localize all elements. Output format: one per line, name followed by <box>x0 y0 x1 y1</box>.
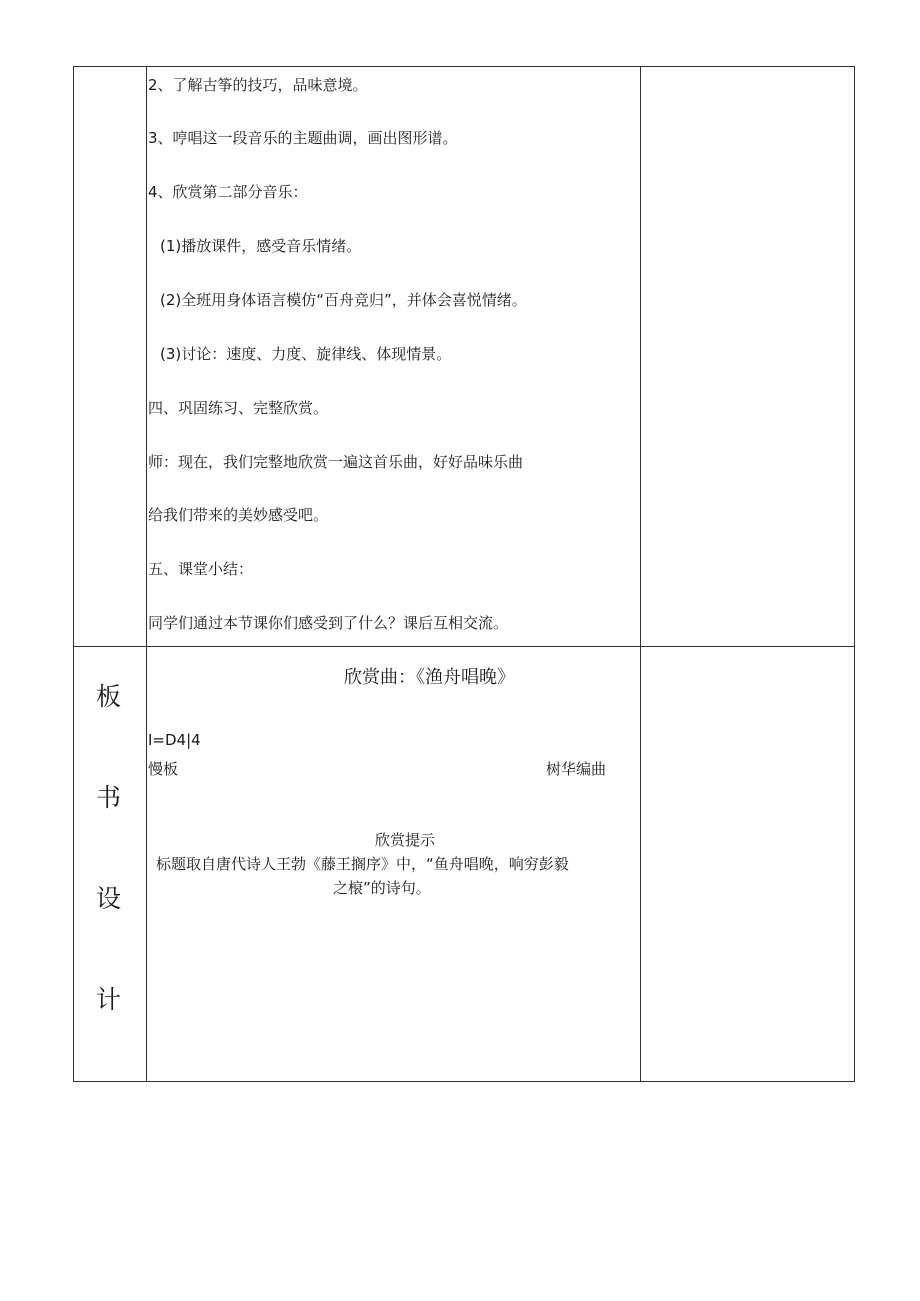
lesson-step-10: 五、课堂小结： <box>148 560 254 578</box>
board-label-char-2: 书 <box>96 783 122 812</box>
lesson-step-6: (3)讨论：速度、力度、旋律线、体现情景。 <box>160 345 452 363</box>
lesson-step-2: 3、哼唱这一段音乐的主题曲调，画出图形谱。 <box>148 129 458 147</box>
lesson-step-5: (2)全班用身体语言模仿“百舟竞归”，并体会喜悦情绪。 <box>160 291 527 309</box>
column-divider-right <box>640 67 641 1081</box>
lesson-step-7: 四、巩固练习、完整欣赏。 <box>148 399 329 417</box>
board-title: 欣赏曲：《渔舟唱晚》 <box>344 667 515 688</box>
board-label-char-4: 计 <box>96 985 122 1014</box>
lesson-step-1: 2、了解古筝的技巧，品味意境。 <box>148 76 368 94</box>
tips-line-1: 标题取自唐代诗人王勃《藤王搁序》中，“鱼舟唱晚，响穷彭毅 <box>156 855 569 873</box>
lesson-step-3: 4、欣赏第二部分音乐： <box>148 183 308 201</box>
lesson-step-9: 给我们带来的美妙感受吧。 <box>148 506 329 524</box>
arranger-credit: 树华编曲 <box>546 760 607 778</box>
lesson-step-8: 师：现在，我们完整地欣赏一遍这首乐曲，好好品味乐曲 <box>148 453 524 471</box>
tips-heading: 欣赏提示 <box>375 831 436 849</box>
column-divider-left <box>146 67 147 1081</box>
key-signature: I=D4|4 <box>148 731 201 749</box>
row-divider <box>74 646 854 647</box>
board-label-char-1: 板 <box>96 682 122 711</box>
tempo-marking: 慢板 <box>148 760 179 778</box>
lesson-plan-table <box>73 66 855 1082</box>
lesson-step-4: (1)播放课件，感受音乐情绪。 <box>160 237 362 255</box>
board-label-char-3: 设 <box>96 884 122 913</box>
lesson-step-11: 同学们通过本节课你们感受到了什么？课后互相交流。 <box>148 614 509 632</box>
tips-line-2: 之榱”的诗句。 <box>333 879 431 897</box>
